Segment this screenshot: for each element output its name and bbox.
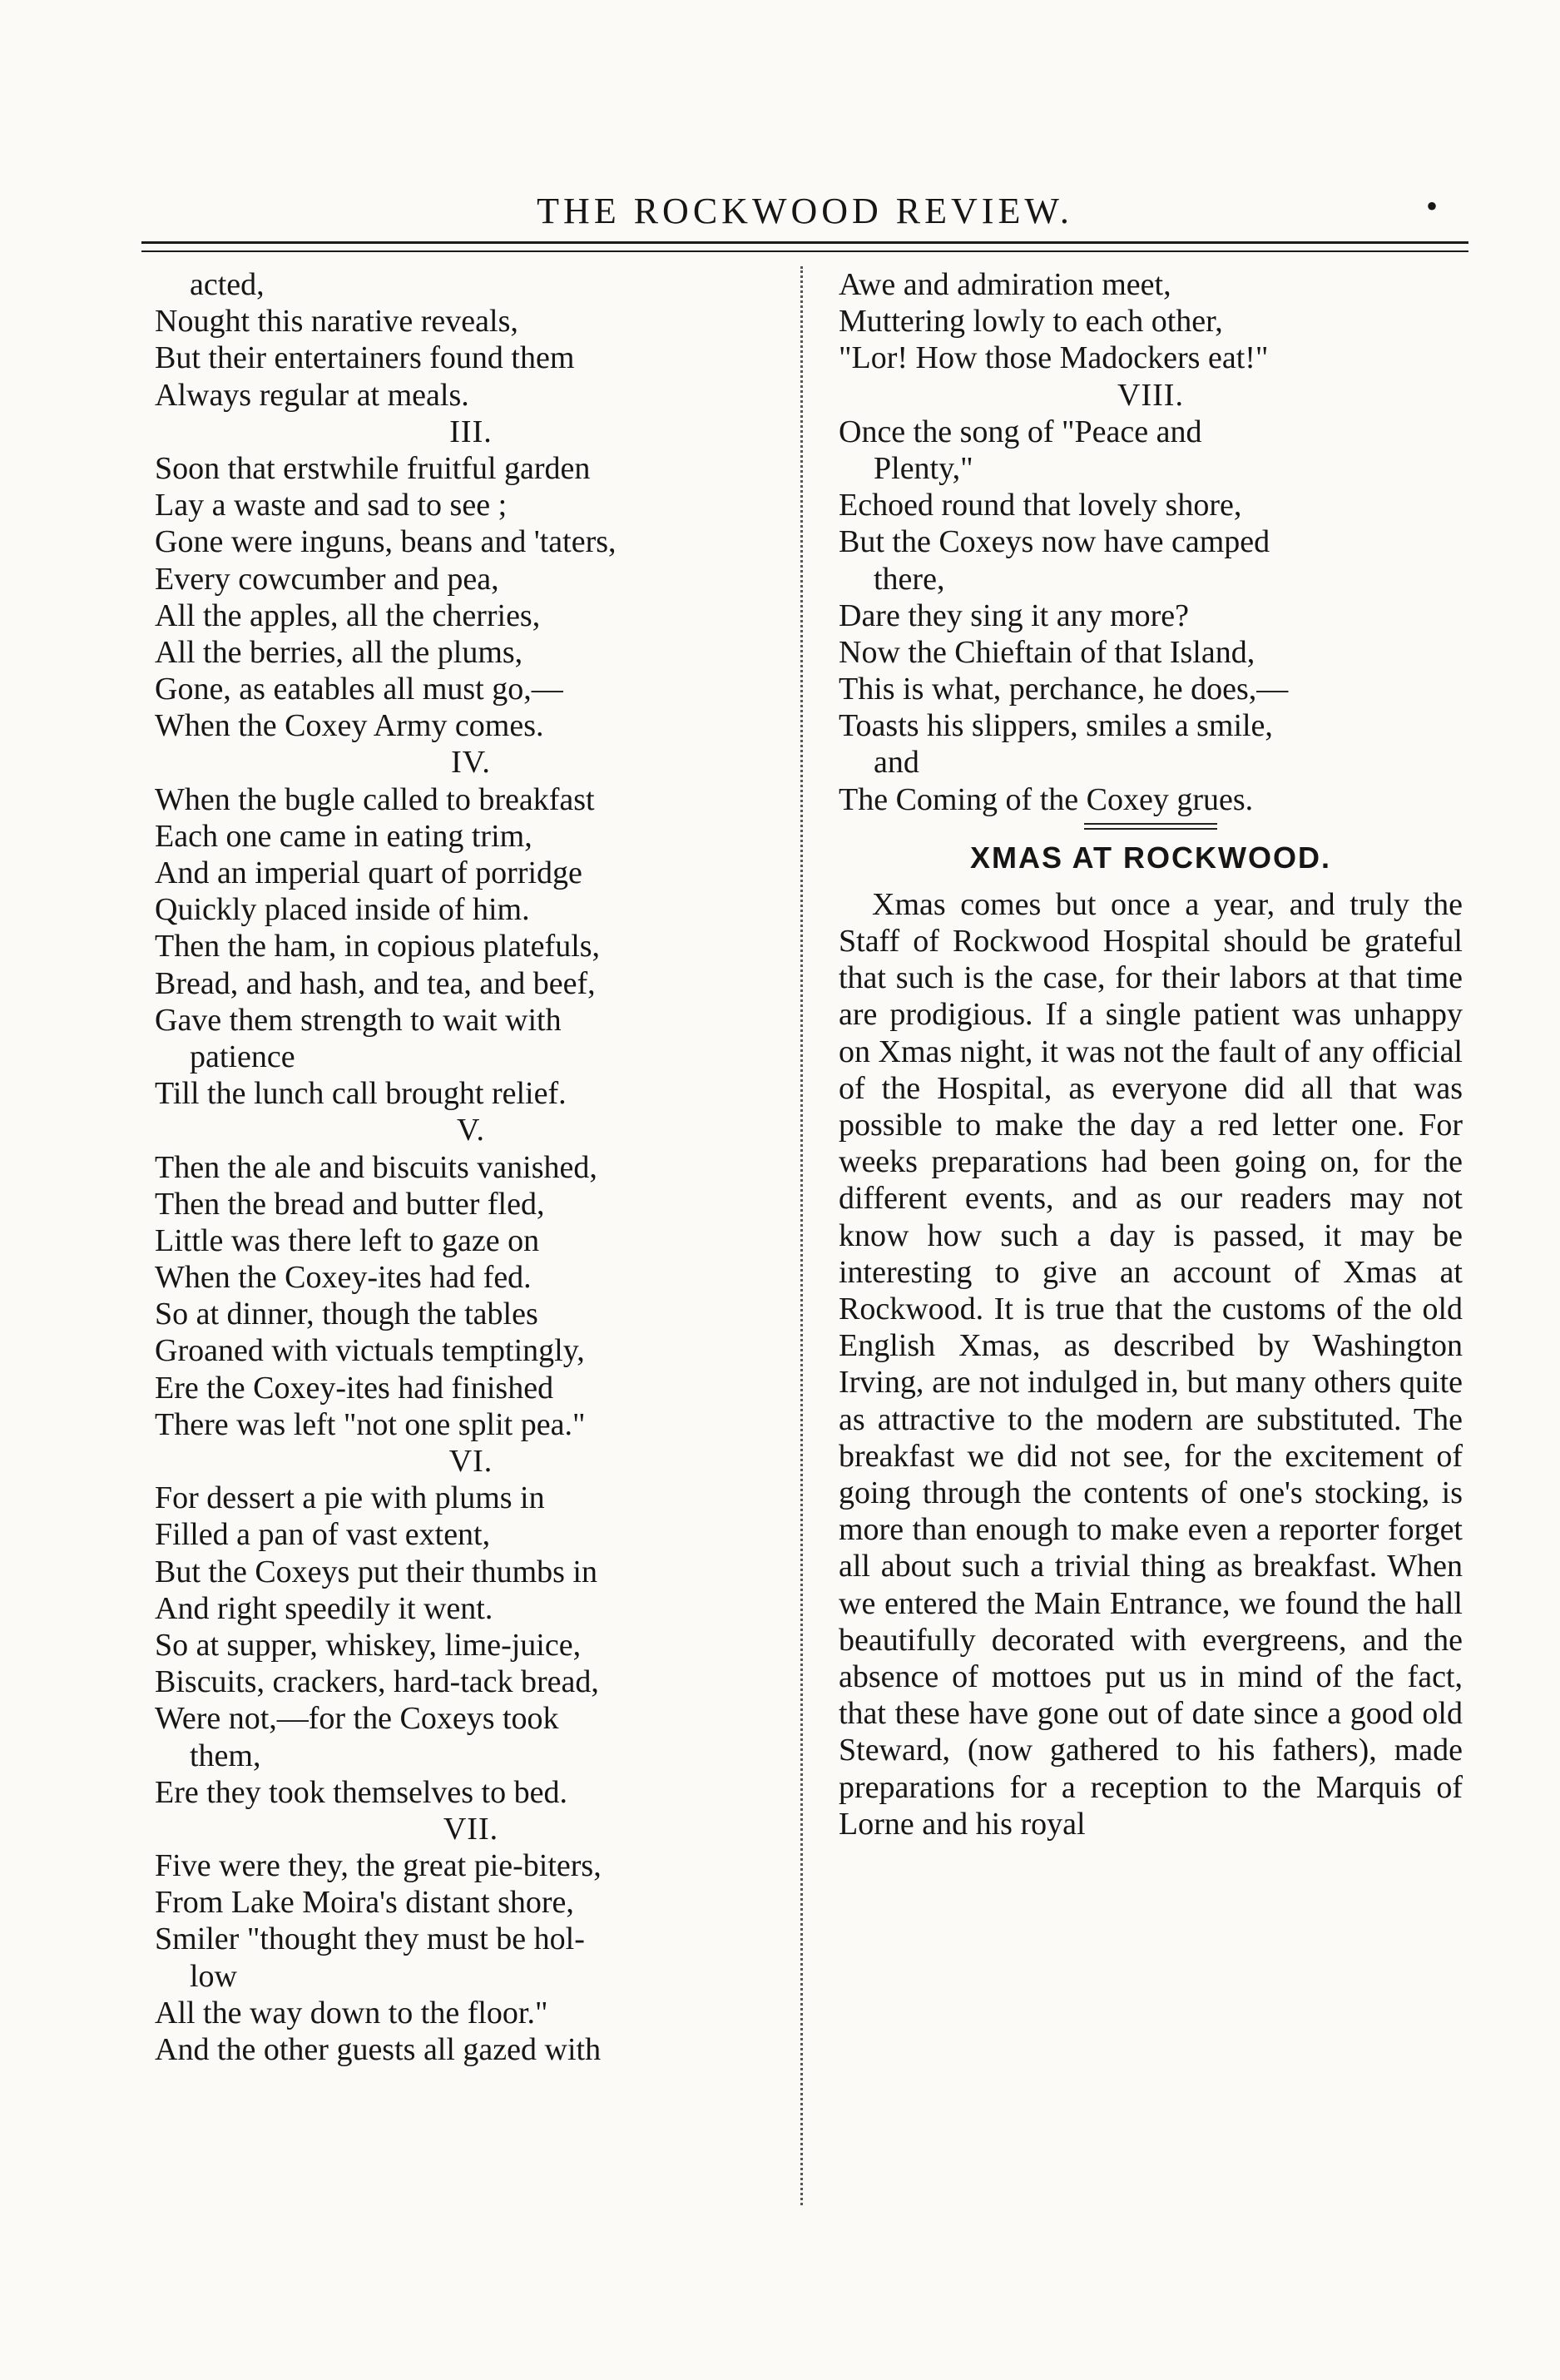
poem-line: Groaned with victuals temptingly, <box>155 1333 585 1369</box>
section-number: VII. <box>443 1811 499 1847</box>
poem-line: There was left "not one split pea." <box>155 1406 586 1442</box>
poem-line: Then the ale and biscuits vanished, <box>155 1149 597 1185</box>
section-rule-bottom <box>1084 828 1217 830</box>
poem-line: This is what, perchance, he does,— <box>839 672 1289 707</box>
poem-line: Now the Chieftain of that Island, <box>839 634 1255 670</box>
section-number: IV. <box>451 745 491 781</box>
poem-line: and <box>874 745 919 781</box>
poem-line: "Lor! How those Madockers eat!" <box>839 340 1269 376</box>
poem-line: But the Coxeys now have camped <box>839 524 1270 560</box>
poem-line: And right speedily it went. <box>155 1590 493 1626</box>
poem-line: Soon that erstwhile fruitful garden <box>155 450 591 486</box>
poem-line: Plenty," <box>874 450 973 486</box>
poem-line: low <box>190 1958 237 1994</box>
article-title: XMAS AT ROCKWOOD. <box>970 840 1331 875</box>
poem-line: So at supper, whiskey, lime-juice, <box>155 1627 582 1663</box>
poem-continuation <box>839 266 1463 818</box>
poem-line: Lay a waste and sad to see ; <box>155 488 508 523</box>
poem-line: Echoed round that lovely shore, <box>839 488 1242 523</box>
poem-line: Gave them strength to wait with <box>155 1002 562 1038</box>
poem-line: Then the ham, in copious platefuls, <box>155 929 601 964</box>
right-column <box>839 266 1463 1842</box>
poem-line: The Coming of the Coxey grues. <box>839 781 1254 817</box>
poem-line: there, <box>874 561 945 597</box>
poem-line: And the other guests all gazed with <box>155 2032 602 2067</box>
poem-line: acted, <box>190 267 265 302</box>
poem-line: Once the song of "Peace and <box>839 414 1202 449</box>
poem-line: When the Coxey-ites had fed. <box>155 1260 532 1296</box>
section-number: V. <box>456 1113 486 1148</box>
poem-line: Each one came in eating trim, <box>155 818 532 854</box>
poem-line: When the Coxey Army comes. <box>155 708 544 744</box>
poem-line: Awe and admiration meet, <box>839 267 1171 302</box>
running-header <box>141 187 1468 232</box>
poem-line: Dare they sing it any more? <box>839 597 1190 633</box>
poem-line: Quickly placed inside of him. <box>155 892 530 928</box>
poem-line: When the bugle called to breakfast <box>155 781 595 817</box>
poem-line: All the apples, all the cherries, <box>155 597 541 633</box>
poem-line: So at dinner, though the tables <box>155 1297 538 1332</box>
poem-line: For dessert a pie with plums in <box>155 1480 545 1516</box>
poem-line: From Lake Moira's distant shore, <box>155 1885 574 1921</box>
article-body: Xmas comes but once a year, and truly the Staff of Rockwood Hospital should be grateful that such is the case, for their labors at that time are prodigious. If a single patient was unhappy on Xmas night, it was not the fault of any official of the Hospital, as everyone did all that was possible to make the day a red letter one. For weeks preparations had been going on, for the different events, and as our readers may not know how such a day is passed, it may be interesting to give an account of Xmas at Rockwood. It is true that the customs of the old English Xmas, as described by Washington Irving, are not indulged in, but many others quite as attractive to the modern are substituted. The breakfast we did not see, for the excitement of going through the contents of one's stocking, is more than enough to make even a reporter forget all about such a trivial thing as breakfast. When we entered the Main Entrance, we found the hall beautifully decorated with evergreens, and the absence of mottoes put us in mind of the fact, that these have gone out of date since a good old Steward, (now gathered to his fathers), made preparations for a reception to the Marquis of Lorne and his royal <box>839 886 1463 1842</box>
header-rule-top <box>141 241 1468 244</box>
poem-line: Filled a pan of vast extent, <box>155 1517 491 1553</box>
poem-line: Bread, and hash, and tea, and beef, <box>155 965 596 1001</box>
poem-line: But the Coxeys put their thumbs in <box>155 1554 597 1589</box>
poem-line: Nought this narative reveals, <box>155 304 518 340</box>
column-divider <box>800 266 803 2205</box>
poem-line: Toasts his slippers, smiles a smile, <box>839 708 1273 744</box>
poem-line: Were not,—for the Coxeys took <box>155 1701 559 1737</box>
poem-line: Biscuits, crackers, hard-tack bread, <box>155 1664 599 1700</box>
poem-line: But their entertainers found them <box>155 340 575 376</box>
section-number: III. <box>449 414 493 449</box>
poem-line: All the way down to the floor." <box>155 1995 548 2030</box>
poem-line: Little was there left to gaze on <box>155 1222 540 1258</box>
poem-line: Muttering lowly to each other, <box>839 304 1223 340</box>
section-rule-top <box>1084 823 1217 825</box>
poem-line: Every cowcumber and pea, <box>155 561 499 597</box>
poem-line: Ere the Coxey-ites had finished <box>155 1370 554 1406</box>
section-number: VI. <box>448 1444 493 1479</box>
poem-line: Always regular at meals. <box>155 377 469 413</box>
poem-line: Smiler "thought they must be hol- <box>155 1921 585 1957</box>
poem-line: Gone, as eatables all must go,— <box>155 672 563 707</box>
poem-line: And an imperial quart of porridge <box>155 855 582 890</box>
poem-line: Five were they, the great pie-biters, <box>155 1848 602 1884</box>
poem-line: Till the lunch call brought relief. <box>155 1076 567 1112</box>
header-rule-bottom <box>141 250 1468 252</box>
header-bullet: • <box>1425 187 1442 225</box>
poem-line: patience <box>190 1039 295 1074</box>
poem-line: Ere they took themselves to bed. <box>155 1774 567 1810</box>
left-column <box>155 266 787 2068</box>
poem-line: Gone were inguns, beans and 'taters, <box>155 524 617 560</box>
journal-title: THE ROCKWOOD REVIEW. <box>537 191 1073 231</box>
poem-line: All the berries, all the plums, <box>155 634 523 670</box>
poem-line: them, <box>190 1738 261 1773</box>
poem-line: Then the bread and butter fled, <box>155 1186 545 1222</box>
section-number: VIII. <box>1117 377 1184 413</box>
